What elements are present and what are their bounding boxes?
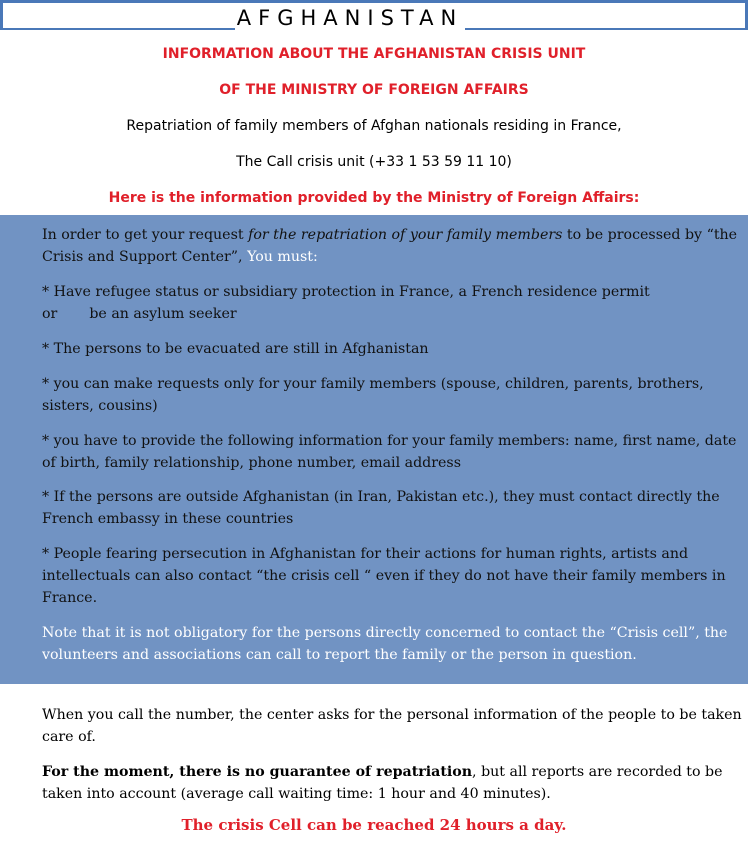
repatriation-line: Repatriation of family members of Afghan nationals residing in France, — [126, 118, 622, 134]
info-heading-line2: OF THE MINISTRY OF FOREIGN AFFAIRS — [219, 82, 529, 98]
you-must-text: You must: — [247, 249, 318, 265]
request-intro-italic: for the repatriation of your family members — [248, 227, 563, 243]
required-info-paragraph: * you have to provide the following information for your family members: name, first name, date of birth, family relationship, phone number, email address — [42, 433, 737, 471]
persecution-paragraph: * People fearing persecution in Afghanistan for their actions for human rights, artists and intellectuals can also contact “the crisis cell “ even if they do not have their family members in France. — [42, 546, 726, 606]
call-info-paragraph: When you call the number, the center asks for the personal information of the people to be taken care of. — [42, 707, 742, 745]
refugee-status-paragraph — [42, 281, 742, 325]
request-intro-paragraph — [42, 224, 742, 268]
family-members-paragraph: * you can make requests only for your family members (spouse, children, parents, brothers, sisters, cousins) — [42, 376, 704, 414]
guarantee-rest-text: , but all reports are recorded to be taken into account (average call waiting time: 1 hour and 40 minutes). — [42, 764, 723, 802]
note-paragraph: Note that it is not obligatory for the persons directly concerned to contact the “Crisis cell”, the volunteers and associations can call to report the family or the person in question. — [42, 625, 728, 663]
request-intro-text-b: to be processed by “the Crisis and Support Center”, — [42, 227, 738, 265]
info-heading-line1: INFORMATION ABOUT THE AFGHANISTAN CRISIS UNIT — [162, 46, 586, 62]
provided-info-heading: Here is the information provided by the Ministry of Foreign Affairs: — [108, 190, 640, 206]
guarantee-paragraph — [42, 761, 742, 805]
closing-line: The crisis Cell can be reached 24 hours a day. — [181, 816, 567, 834]
outside-afghanistan-paragraph: * If the persons are outside Afghanistan (in Iran, Pakistan etc.), they must contact directly the French embassy in these countries — [42, 489, 720, 527]
country-title: AFGHANISTAN — [236, 6, 464, 30]
still-in-afghanistan-paragraph: * The persons to be evacuated are still in Afghanistan — [42, 341, 429, 357]
call-unit-line: The Call crisis unit (+33 1 53 59 11 10) — [236, 154, 512, 170]
request-intro-text-a: In order to get your request — [42, 227, 249, 243]
refugee-status-text-a: * Have refugee status or subsidiary protection in France, a French residence permit — [42, 284, 650, 300]
guarantee-bold-text: For the moment, there is no guarantee of repatriation — [42, 764, 473, 780]
refugee-status-text-c: be an asylum seeker — [89, 306, 237, 322]
refugee-status-text-or: or — [42, 306, 58, 322]
